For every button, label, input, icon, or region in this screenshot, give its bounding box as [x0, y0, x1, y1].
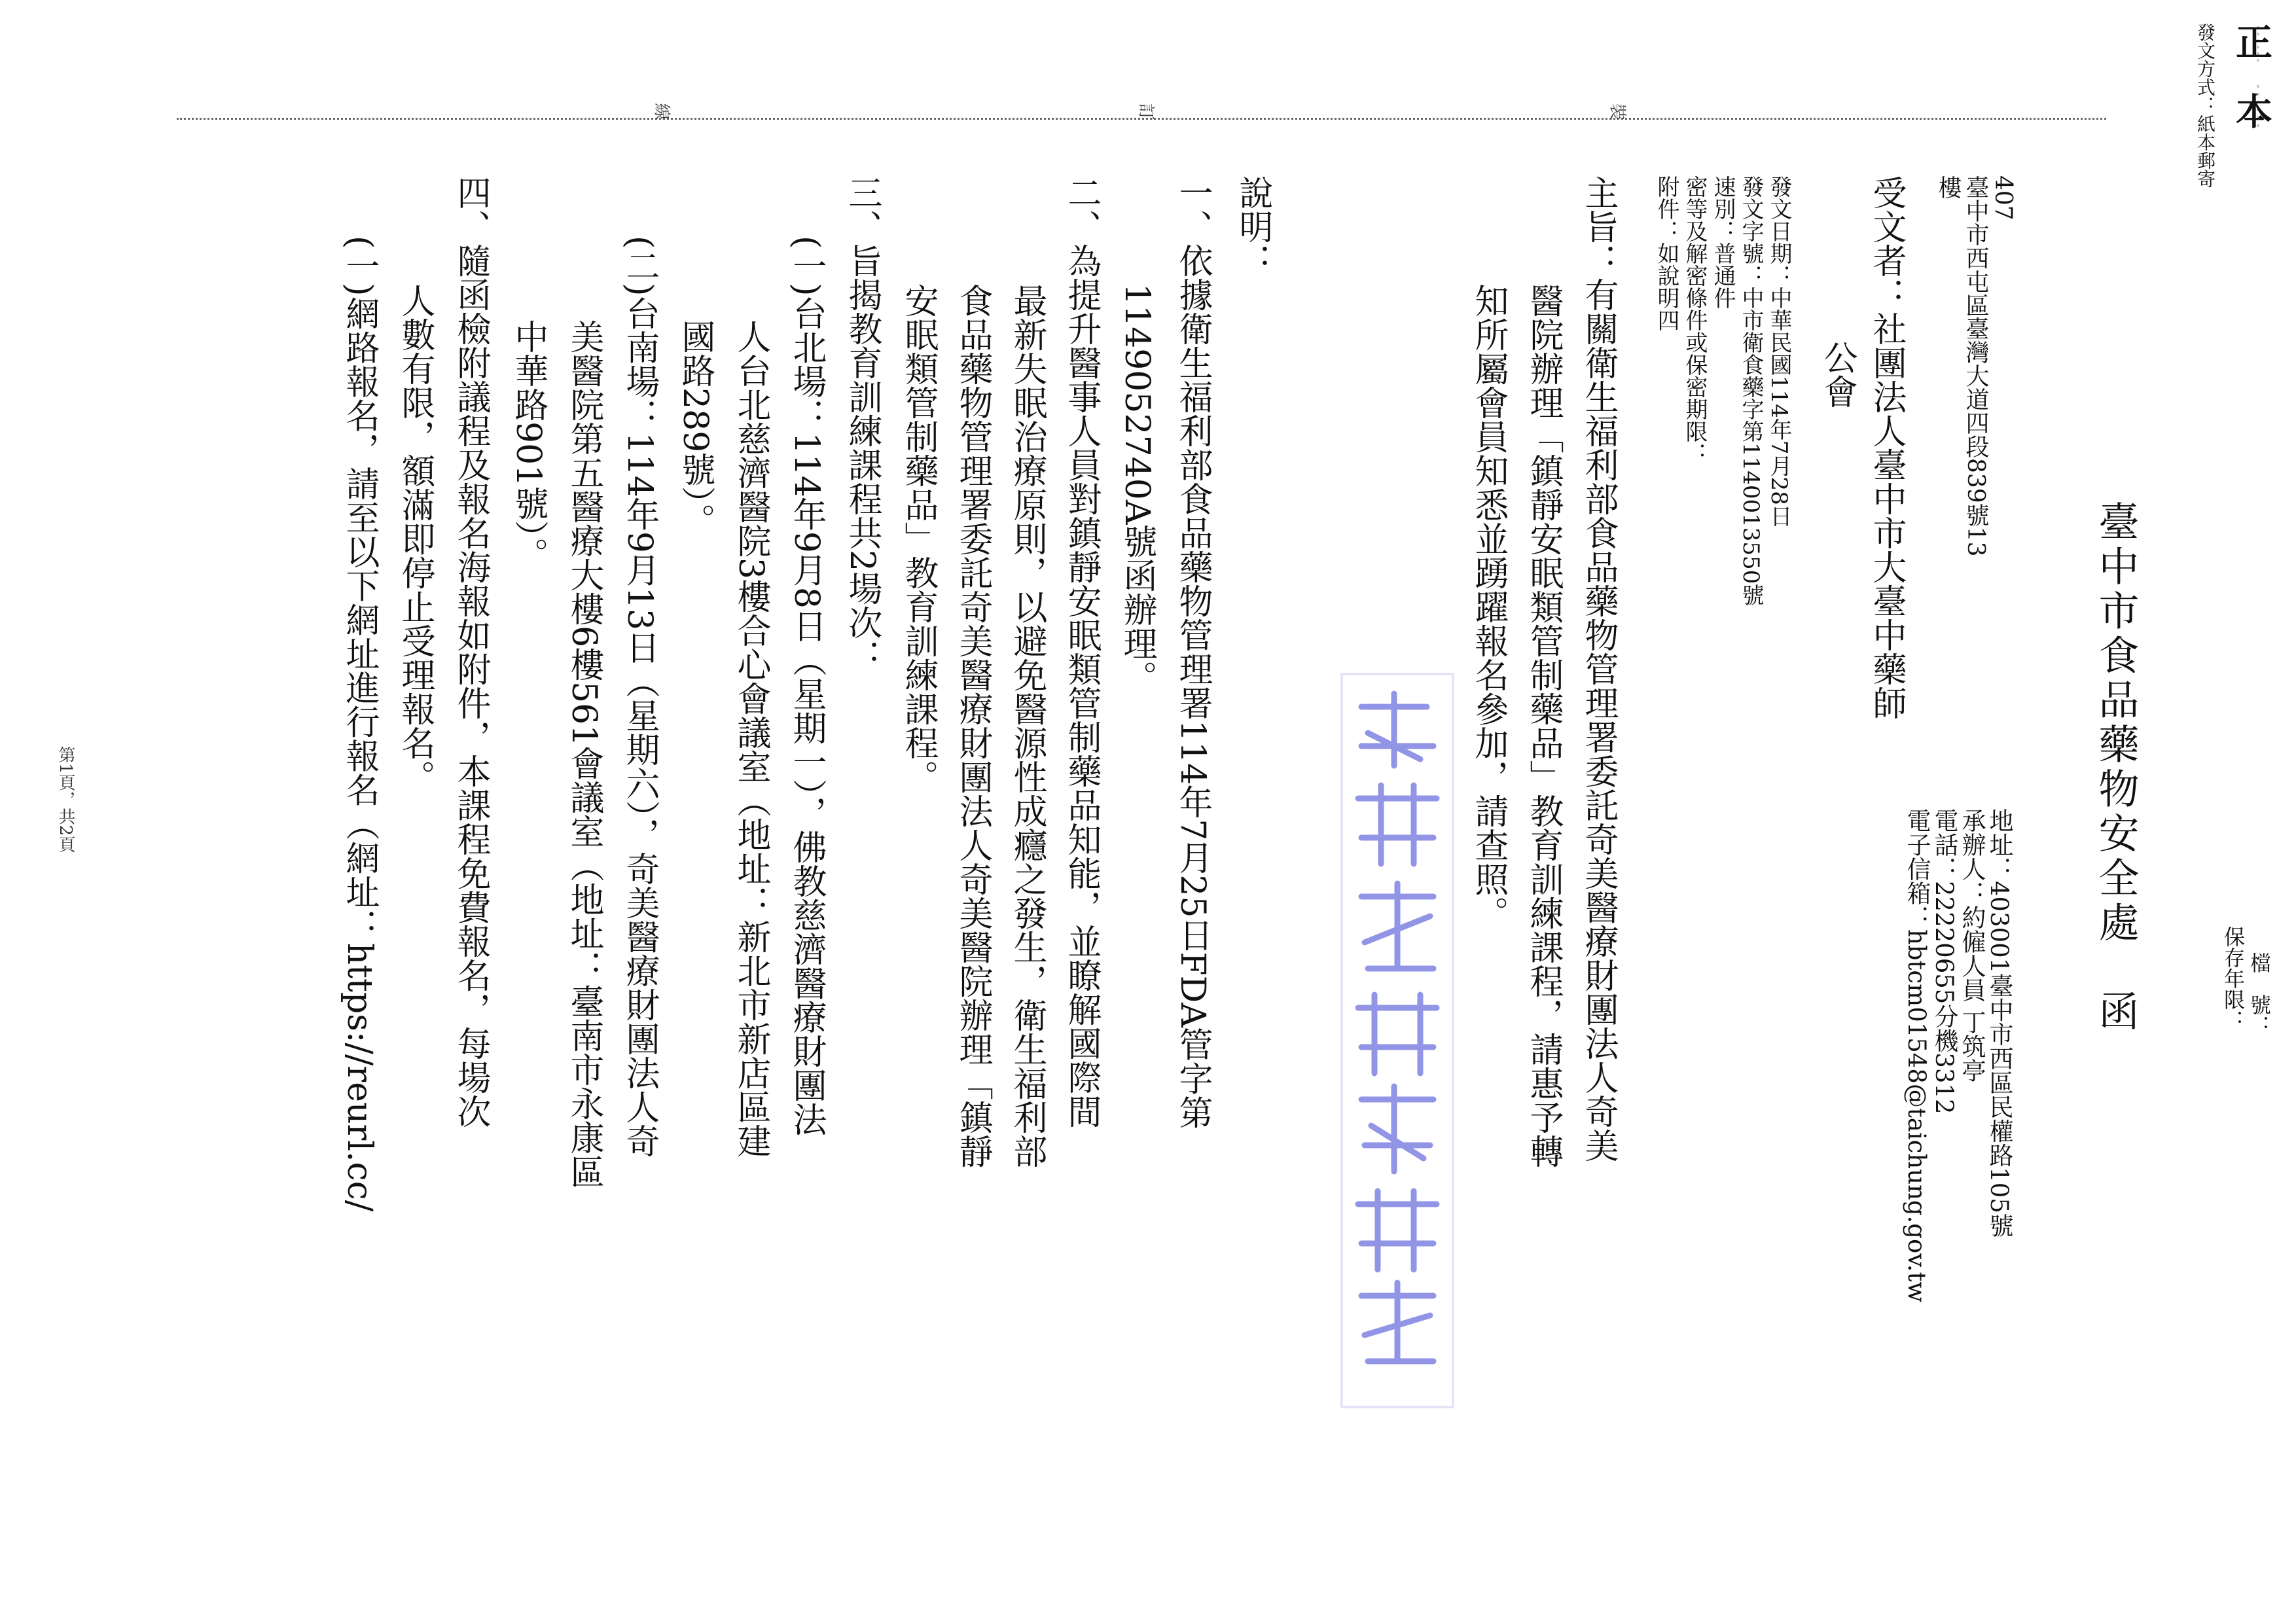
recipient-address-line1: 臺中市西屯區臺灣大道四段839號13: [1962, 175, 1989, 557]
recipient-line2: 公會: [1818, 340, 1857, 408]
item1-line2: 1149052740A號函辦理。: [1117, 283, 1157, 695]
item3-line1: 三、旨揭教育訓練課程共2場次：: [842, 175, 882, 674]
file-number-label: 檔 號：: [2247, 952, 2272, 1036]
item1-line1: 一、依據衛生福利部食品藥物管理署114年7月25日FDA管字第: [1173, 175, 1212, 1130]
page-number: 第1頁，共2頁: [56, 746, 75, 853]
item2-line3: 食品藥物管理署委託奇美醫療財團法人奇美醫院辦理「鎮靜: [953, 283, 992, 1168]
item2-line2: 最新失眠治療原則，以避免醫源性成癮之發生，衛生福利部: [1007, 283, 1047, 1168]
recipient-postal-code: 407: [1990, 175, 2017, 221]
item3-sub1-line3: 國路289號）。: [675, 319, 715, 538]
attachment-note: 附件：如說明四: [1653, 175, 1679, 331]
binding-mark-zhuang: 裝: [1607, 103, 1627, 120]
secrecy-condition: 密等及解密條件或保密期限：: [1681, 175, 1708, 465]
agency-phone: 電話：22220655分機3312: [1930, 808, 1958, 1115]
retention-label: 保存年限：: [2221, 926, 2246, 1031]
speed-class: 速別：普通件: [1710, 175, 1736, 309]
explanation-label: 說明：: [1233, 175, 1272, 277]
item3-sub1-line2: 人台北慈濟醫院3樓合心會議室（地址：新北市新店區建: [731, 319, 770, 1158]
official-seal-stamp: [1322, 668, 1479, 1420]
item2-line1: 二、為提升醫事人員對鎮靜安眠類管制藥品知能，並瞭解國際間: [1062, 175, 1101, 1128]
handler: 承辦人：約僱人員 丁筑亭: [1958, 808, 1986, 1082]
item3-sub2-line1: (二)台南場：114年9月13日（星期六），奇美醫療財團法人奇: [620, 236, 659, 1158]
item3-sub1-line1: (一)台北場：114年9月8日（星期一），佛教慈濟醫療財團法: [787, 236, 826, 1136]
agency-email: 電子信箱：hbtcm01548@taichung.gov.tw: [1903, 808, 1931, 1303]
issue-date: 發文日期：中華民國114年7月28日: [1766, 175, 1792, 527]
agency-address: 地址：403001臺中市西區民權路105號: [1985, 808, 2013, 1238]
item2-line4: 安眠類管制藥品」教育訓練課程。: [899, 283, 938, 794]
document-number: 發文字號：中市衛食藥字第1140013550號: [1738, 175, 1764, 607]
item4-line1: 四、隨函檢附議程及報名海報如附件，本課程免費報名，每場次: [451, 175, 490, 1128]
subject-line1: 主旨：有關衛生福利部食品藥物管理署委託奇美醫療財團法人奇美: [1579, 175, 1618, 1162]
binding-mark-ding: 訂: [1136, 103, 1156, 120]
original-mark: 正本: [2230, 23, 2273, 162]
item4-line2: 人數有限，額滿即停止受理報名。: [395, 283, 435, 794]
item3-sub2-line3: 中華路901號）。: [509, 319, 548, 572]
item4-sub1-line1: (一)網路報名，請至以下網址進行報名（網址：https://reurl.cc/: [340, 236, 379, 1212]
subject-line3: 知所屬會員知悉並踴躍報名參加，請查照。: [1469, 283, 1508, 930]
recipient-address-line2: 樓: [1935, 175, 1962, 199]
subject-line2: 醫院辦理「鎮靜安眠類管制藥品」教育訓練課程，請惠予轉: [1524, 283, 1563, 1168]
agency-title: 臺中市食品藥物安全處 函: [2092, 501, 2140, 1035]
item3-sub2-line2: 美醫院第五醫療大樓6樓561會議室（地址：臺南市永康區: [564, 319, 603, 1189]
send-method: 發文方式：紙本郵寄: [2195, 23, 2216, 188]
binding-mark-xian: 線: [651, 103, 672, 120]
recipient-line1: 受文者：社團法人臺中市大臺中藥師: [1867, 175, 1906, 720]
